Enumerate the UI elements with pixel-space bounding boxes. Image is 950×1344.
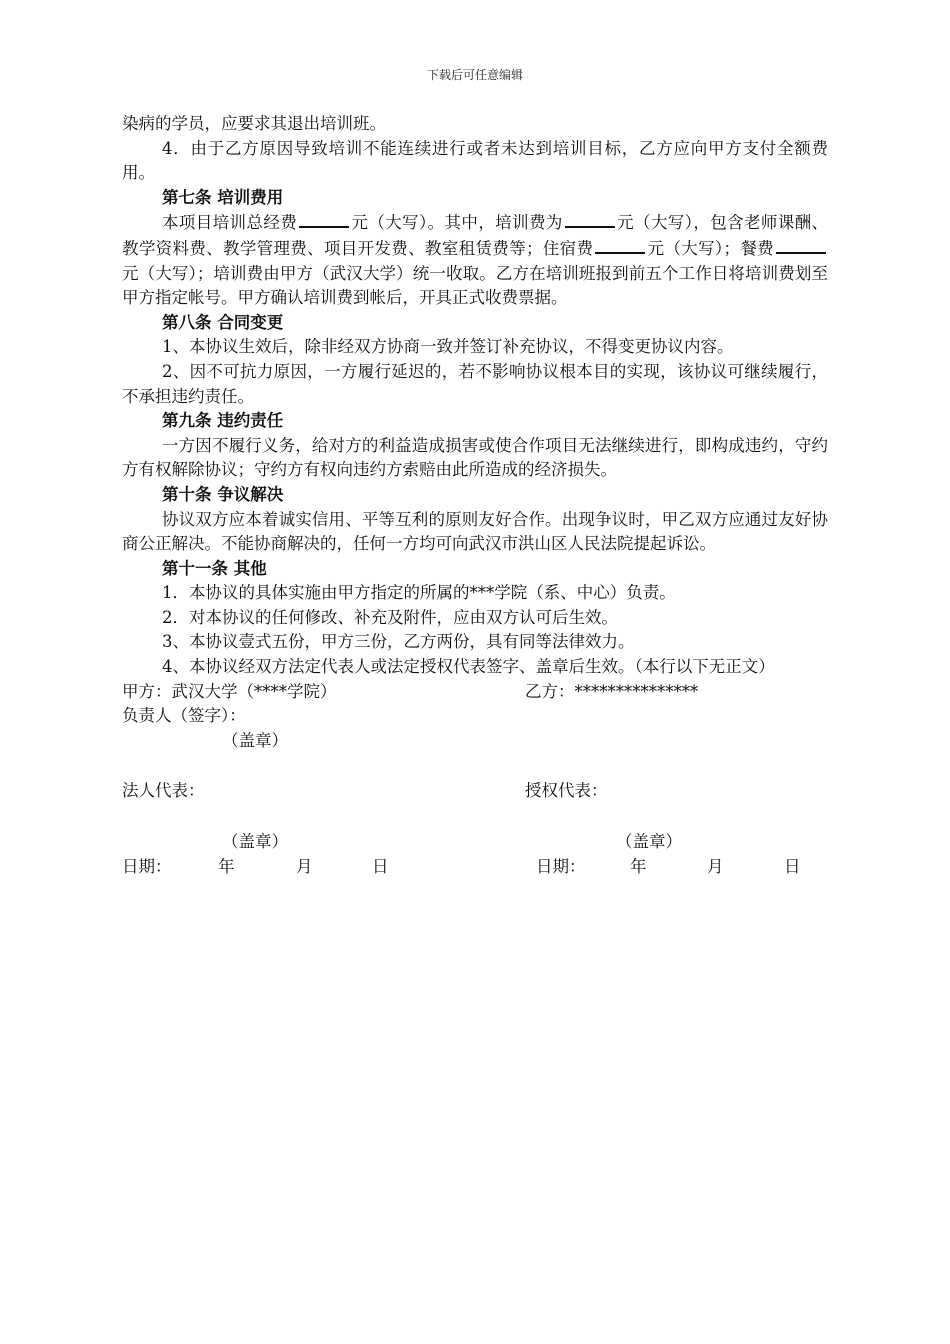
paragraph: 协议双方应本着诚实信用、平等互利的原则友好合作。出现争议时，甲乙双方应通过友好协商公正解决。不能协商解决的，任何一方均可向武汉市洪山区人民法院提起诉讼。 [122,509,828,554]
seal-label-b: （盖章） [616,832,682,852]
day-b: 日 [784,856,801,876]
paragraph: 3、本协议壹式五份，甲方三份，乙方两份，具有同等法律效力。 [162,632,635,652]
paragraph: 2．对本协议的任何修改、补充及附件，应由双方认可后生效。 [162,607,618,627]
representative-row [122,779,828,804]
date-label-a: 日期： [122,856,172,876]
seal-label-a: （盖章） [222,730,288,750]
section-heading: 第八条 合同变更 [162,312,284,332]
seal-row [122,729,828,754]
date-label-b: 日期： [536,856,586,876]
blank-line [776,236,826,254]
year-a: 年 [218,856,235,876]
document-body [122,112,828,879]
text: 元（大写）；培训费由甲方（武汉大学）统一收取。乙方在培训班报到前五个工作日将培训费划至甲方指定帐号。甲方确认培训费到帐后，开具正式收费票据。 [122,263,828,308]
text: 元（大写），包含老师课酬、教学资料费、教学管理费、项目开发费、教室租赁费等；住宿费 [122,213,829,258]
paragraph: 1、本协议生效后，除非经双方协商一致并签订补充协议，不得变更协议内容。 [162,337,734,357]
month-b: 月 [707,856,724,876]
text: 元（大写）；餐费 [647,238,775,258]
paragraph: 2、因不可抗力原因，一方履行延迟的，若不影响协议根本目的实现，该协议可继续履行，不承担违约责任。 [122,361,828,406]
legal-representative-label: 法人代表： [122,781,205,801]
section-heading: 第九条 违约责任 [162,411,284,431]
blank-line [595,236,645,254]
paragraph: 4、本协议经双方法定代表人或法定授权代表签字、盖章后生效。（本行以下无正文） [162,657,775,677]
paragraph-fees [122,210,828,310]
page-header: 下载后可任意编辑 [426,68,523,82]
section-heading: 第七条 培训费用 [162,187,284,207]
seal-row-2 [122,830,828,855]
date-row [122,855,828,880]
section-heading: 第十条 争议解决 [162,484,284,504]
paragraph: 1．本协议的具体实施由甲方指定的所属的***学院（系、中心）负责。 [162,583,676,603]
month-a: 月 [296,856,313,876]
day-a: 日 [372,856,389,876]
paragraph: 一方因不履行义务，给对方的利益造成损害或使合作项目无法继续进行，即构成违约，守约方有权解除协议；守约方有权向违约方索赔由此所造成的经济损失。 [122,435,828,480]
year-b: 年 [630,856,647,876]
text: 本项目培训总经费 [162,213,298,233]
blank-line [299,210,349,228]
text: 元（大写）。其中，培训费为 [351,213,563,233]
blank-line [565,210,615,228]
seal-label-a2: （盖章） [222,832,288,852]
authorized-representative-label: 授权代表： [525,781,608,801]
party-b: 乙方：*************** [525,681,699,701]
responsible-row [122,704,828,729]
party-a: 甲方：武汉大学（****学院） [122,681,337,701]
signature-parties-row [122,680,828,705]
section-heading: 第十一条 其他 [162,558,267,578]
paragraph: 染病的学员，应要求其退出培训班。 [122,114,386,133]
paragraph: 4．由于乙方原因导致培训不能连续进行或者未达到培训目标，乙方应向甲方支付全额费用。 [122,138,828,183]
responsible-signature-label: 负责人（签字）： [122,706,246,726]
